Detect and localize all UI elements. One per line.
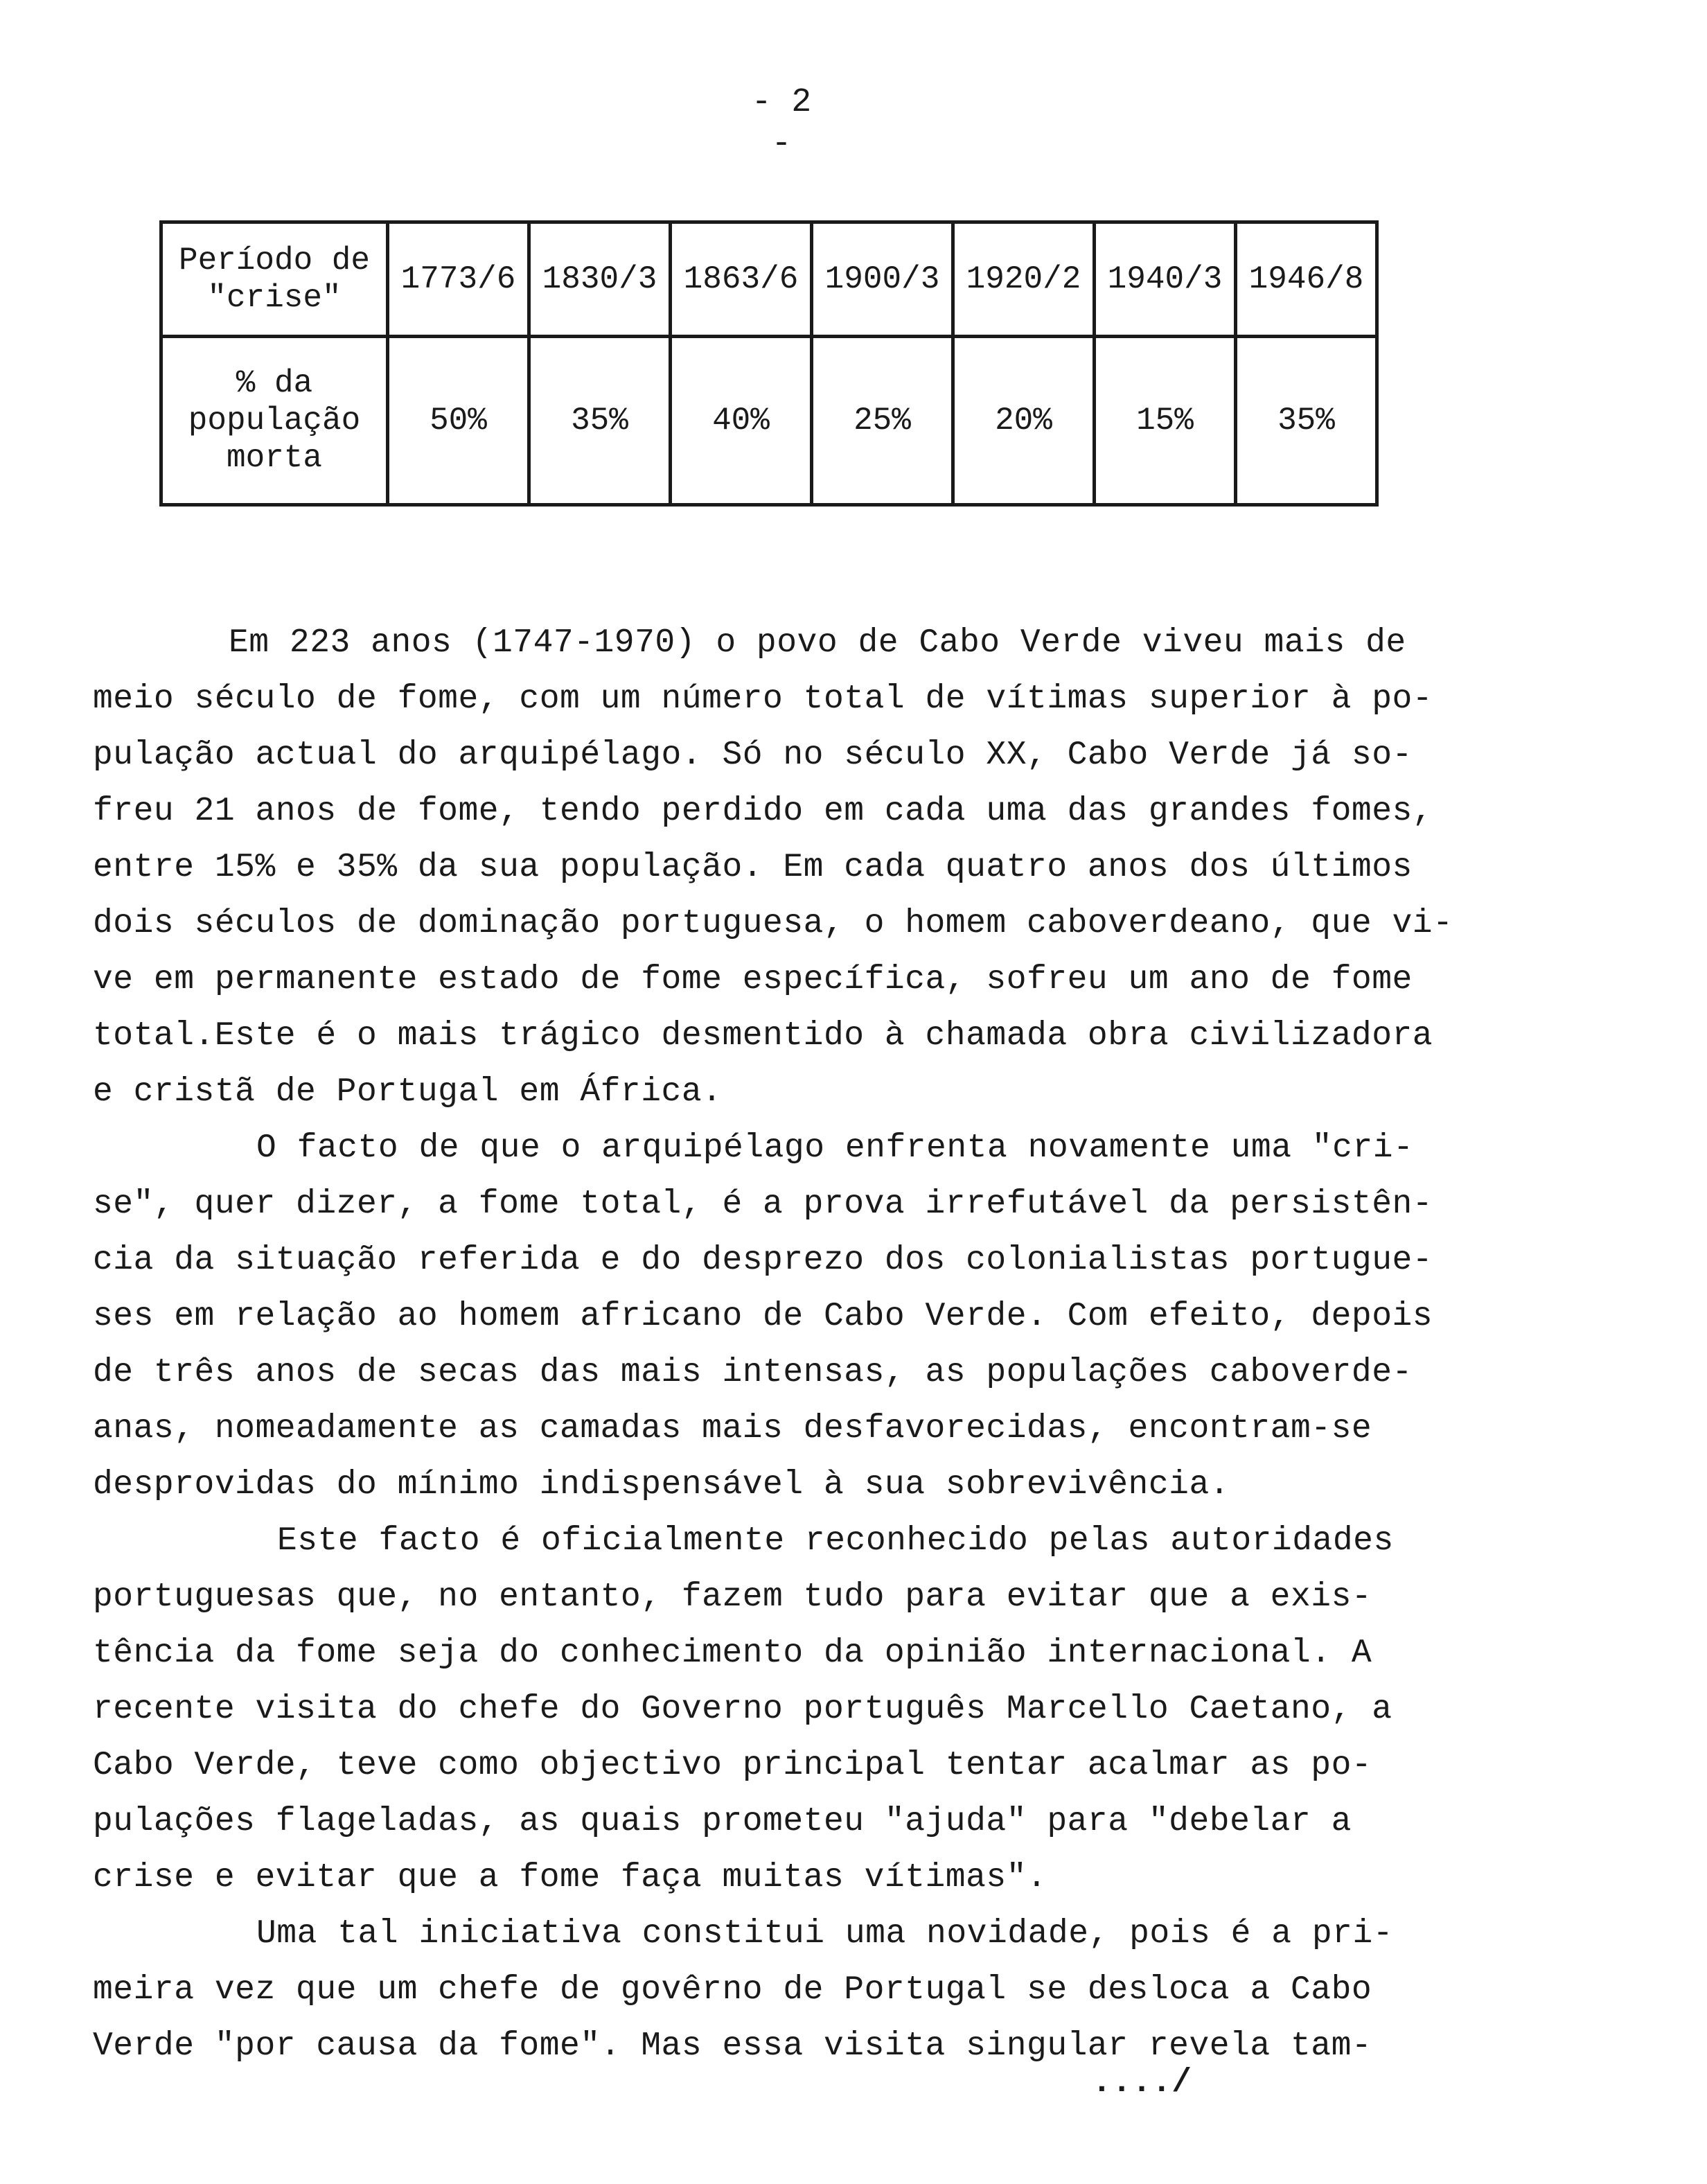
table-row <box>161 222 1377 337</box>
period-cell: 1773/6 <box>388 222 529 337</box>
mortality-header-cell: % da população morta <box>161 337 388 505</box>
text-line: se", quer dizer, a fome total, é a prova irrefutável da persistên- <box>93 1186 1433 1223</box>
text-line: freu 21 anos de fome, tendo perdido em cada uma das grandes fomes, <box>93 793 1433 830</box>
paragraph-4 <box>93 1906 1451 2075</box>
crisis-table <box>159 220 1379 507</box>
text-line: portuguesas que, no entanto, fazem tudo para evitar que a exis- <box>93 1578 1372 1616</box>
body-text <box>93 615 1451 2075</box>
text-line: O facto de que o arquipélago enfrenta novamente uma "cri- <box>256 1129 1414 1167</box>
period-cell: 1940/3 <box>1095 222 1236 337</box>
period-cell: 1946/8 <box>1236 222 1377 337</box>
table-row <box>161 337 1377 505</box>
text-line: Cabo Verde, teve como objectivo principal tentar acalmar as po- <box>93 1747 1372 1784</box>
text-line: entre 15% e 35% da sua população. Em cada quatro anos dos últimos <box>93 849 1413 886</box>
text-line: meio século de fome, com um número total de vítimas superior à po- <box>93 680 1433 718</box>
period-cell: 1900/3 <box>812 222 953 337</box>
text-line: e cristã de Portugal em África. <box>93 1073 723 1111</box>
text-line: Este facto é oficialmente reconhecido pelas autoridades <box>277 1522 1394 1560</box>
mortality-cell: 25% <box>812 337 953 505</box>
text-line: pulação actual do arquipélago. Só no século XX, Cabo Verde já so- <box>93 737 1413 774</box>
text-line: crise e evitar que a fome faça muitas vítimas". <box>93 1859 1047 1896</box>
period-cell: 1920/2 <box>953 222 1095 337</box>
paragraph-2 <box>93 1120 1451 1513</box>
mortality-cell: 15% <box>1095 337 1236 505</box>
text-line: meira vez que um chefe de govêrno de Portugal se desloca a Cabo <box>93 1971 1372 2009</box>
text-line: ve em permanente estado de fome específica, sofreu um ano de fome <box>93 961 1413 998</box>
mortality-cell: 40% <box>671 337 812 505</box>
text-line: recente visita do chefe do Governo português Marcello Caetano, a <box>93 1691 1392 1728</box>
text-line: cia da situação referida e do desprezo dos colonialistas portugue- <box>93 1242 1433 1279</box>
text-line: total.Este é o mais trágico desmentido à chamada obra civilizadora <box>93 1017 1433 1055</box>
text-line: anas, nomeadamente as camadas mais desfavorecidas, encontram-se <box>93 1410 1372 1447</box>
text-line: dois séculos de dominação portuguesa, o homem caboverdeano, que vi- <box>93 905 1453 942</box>
mortality-cell: 20% <box>953 337 1095 505</box>
mortality-cell: 50% <box>388 337 529 505</box>
text-line: Verde "por causa da fome". Mas essa visita singular revela tam- <box>93 2027 1372 2065</box>
continuation-mark: ..../ <box>1092 2064 1192 2102</box>
mortality-cell: 35% <box>1236 337 1377 505</box>
mortality-cell: 35% <box>529 337 671 505</box>
text-line: pulações flageladas, as quais prometeu "ajuda" para "debelar a <box>93 1803 1352 1840</box>
page-number: - 2 - <box>751 84 812 163</box>
period-cell: 1830/3 <box>529 222 671 337</box>
text-line: Uma tal iniciativa constitui uma novidade, pois é a pri- <box>256 1915 1394 1953</box>
period-cell: 1863/6 <box>671 222 812 337</box>
text-line: tência da fome seja do conhecimento da opinião internacional. A <box>93 1635 1372 1672</box>
text-line: Em 223 anos (1747-1970) o povo de Cabo Verde viveu mais de <box>229 624 1406 662</box>
paragraph-3 <box>93 1513 1451 1906</box>
text-line: de três anos de secas das mais intensas, as populações caboverde- <box>93 1354 1413 1391</box>
text-line: ses em relação ao homem africano de Cabo Verde. Com efeito, depois <box>93 1298 1433 1335</box>
period-header-cell: Período de "crise" <box>161 222 388 337</box>
paragraph-1 <box>93 615 1451 1120</box>
text-line: desprovidas do mínimo indispensável à sua sobrevivência. <box>93 1466 1230 1504</box>
